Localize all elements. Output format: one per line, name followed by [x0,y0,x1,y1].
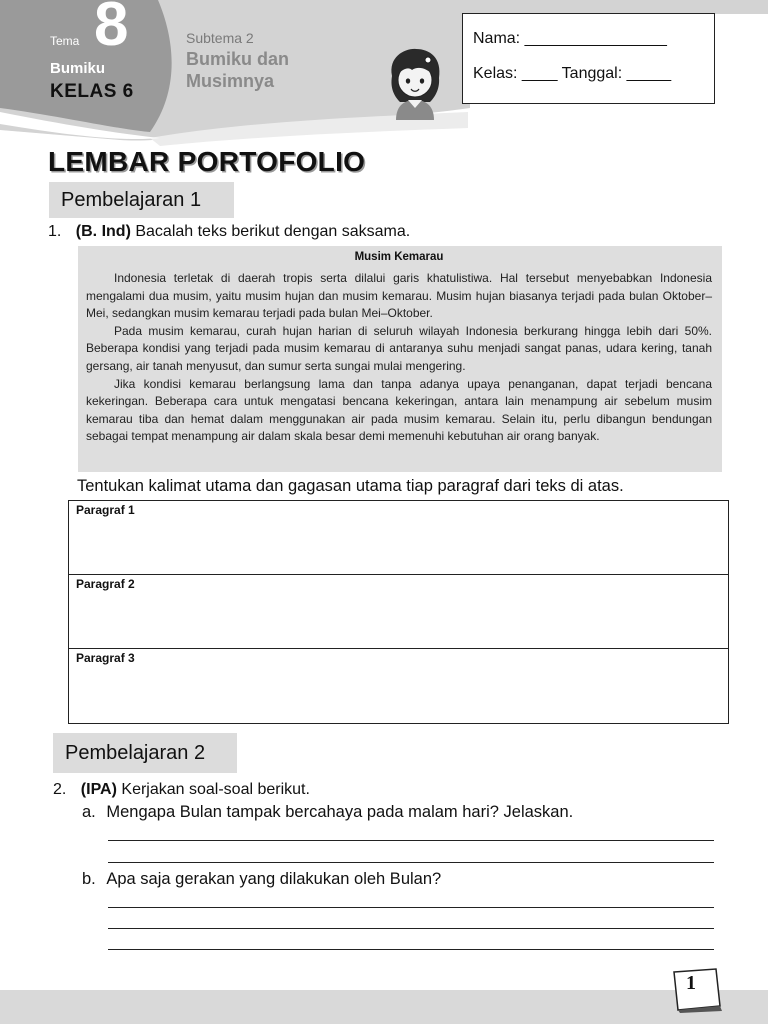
section-label-1: Pembelajaran 1 [49,182,234,218]
sub-question-letter: a. [82,803,96,821]
sub-question-b [82,870,441,889]
question-text: Kerjakan soal-soal berikut. [121,781,310,798]
footer-bar [0,990,768,1024]
page-number-icon [668,966,726,1014]
row-label: Paragraf 3 [76,651,135,665]
answer-table [68,500,729,724]
question-subject: (IPA) [80,781,117,798]
sub-question-letter: b. [82,870,96,888]
answer-line[interactable] [108,840,714,841]
table-row[interactable] [69,501,728,575]
tema-label: Tema [50,34,80,48]
question-number: 2. [53,781,67,798]
sub-question-text: Mengapa Bulan tampak bercahaya pada malam hari? Jelaskan. [106,803,574,821]
reading-box [78,246,722,472]
answer-line[interactable] [108,907,714,908]
row-label: Paragraf 2 [76,577,135,591]
reading-paragraph: Jika kondisi kemarau berlangsung lama dan tanpa adanya upaya penanganan, dapat terjadi bencana kekeringan. Beberapa cara untuk mengatasi bencana kekeringan, antara lain menampung air sebelum musim kemarau tiba dan hemat dalam menggunakan air pada musim kemarau. Selain itu, perlu dibangun bendungan sebagai tempat menampung air dalam skala besar demi memenuhi kebutuhan air orang banyak. [86,376,712,444]
sub-question-a [82,803,573,822]
answer-line[interactable] [108,862,714,863]
table-row[interactable] [69,649,728,723]
girl-illustration [384,46,446,120]
subtema-title: Bumiku dan Musimnya [186,49,290,91]
question-2 [53,781,310,799]
reading-paragraph: Pada musim kemarau, curah hujan harian di seluruh wilayah Indonesia berkurang hingga lebih dari 50%. Beberapa kondisi yang terjadi pada musim kemarau di antaranya suhu menjadi sangat panas, udara kering, tanah gersang, air tanah menyusut, dan sumur serta sungai mulai mengering. [86,323,712,373]
question-subject: (B. Ind) [75,223,131,240]
page-title: LEMBAR PORTOFOLIO [48,146,366,177]
instruction-text: Tentukan kalimat utama dan gagasan utama tiap paragraf dari teks di atas. [77,477,624,495]
question-number: 1. [48,223,62,240]
table-row[interactable] [69,575,728,649]
page-number: 1 [686,972,696,994]
answer-line[interactable] [108,949,714,950]
answer-line[interactable] [108,928,714,929]
reading-paragraph: Indonesia terletak di daerah tropis serta dilalui garis khatulistiwa. Hal tersebut menyebabkan Indonesia mengalami dua musim, yaitu musim hujan dan musim kemarau. Musim hujan biasanya terjadi pada bulan Oktober–Mei, sedangkan musim kemarau terjadi pada bulan Mei–Oktober. [86,271,712,321]
row-label: Paragraf 1 [76,503,135,517]
question-text: Bacalah teks berikut dengan saksama. [135,223,411,240]
tema-number: 8 [94,0,129,59]
section-label-2: Pembelajaran 2 [53,733,237,773]
class-date-field[interactable]: Kelas: ____ Tanggal: _____ [473,65,672,82]
reading-title: Musim Kemarau [354,251,444,263]
identity-box [462,13,715,104]
subtema-label: Subtema 2 [186,30,254,46]
name-field[interactable]: Nama: ________________ [473,30,667,47]
sub-question-text: Apa saja gerakan yang dilakukan oleh Bulan? [106,870,442,888]
class-label: KELAS 6 [50,81,134,102]
tema-title: Bumiku [50,60,106,77]
question-1 [48,223,410,241]
